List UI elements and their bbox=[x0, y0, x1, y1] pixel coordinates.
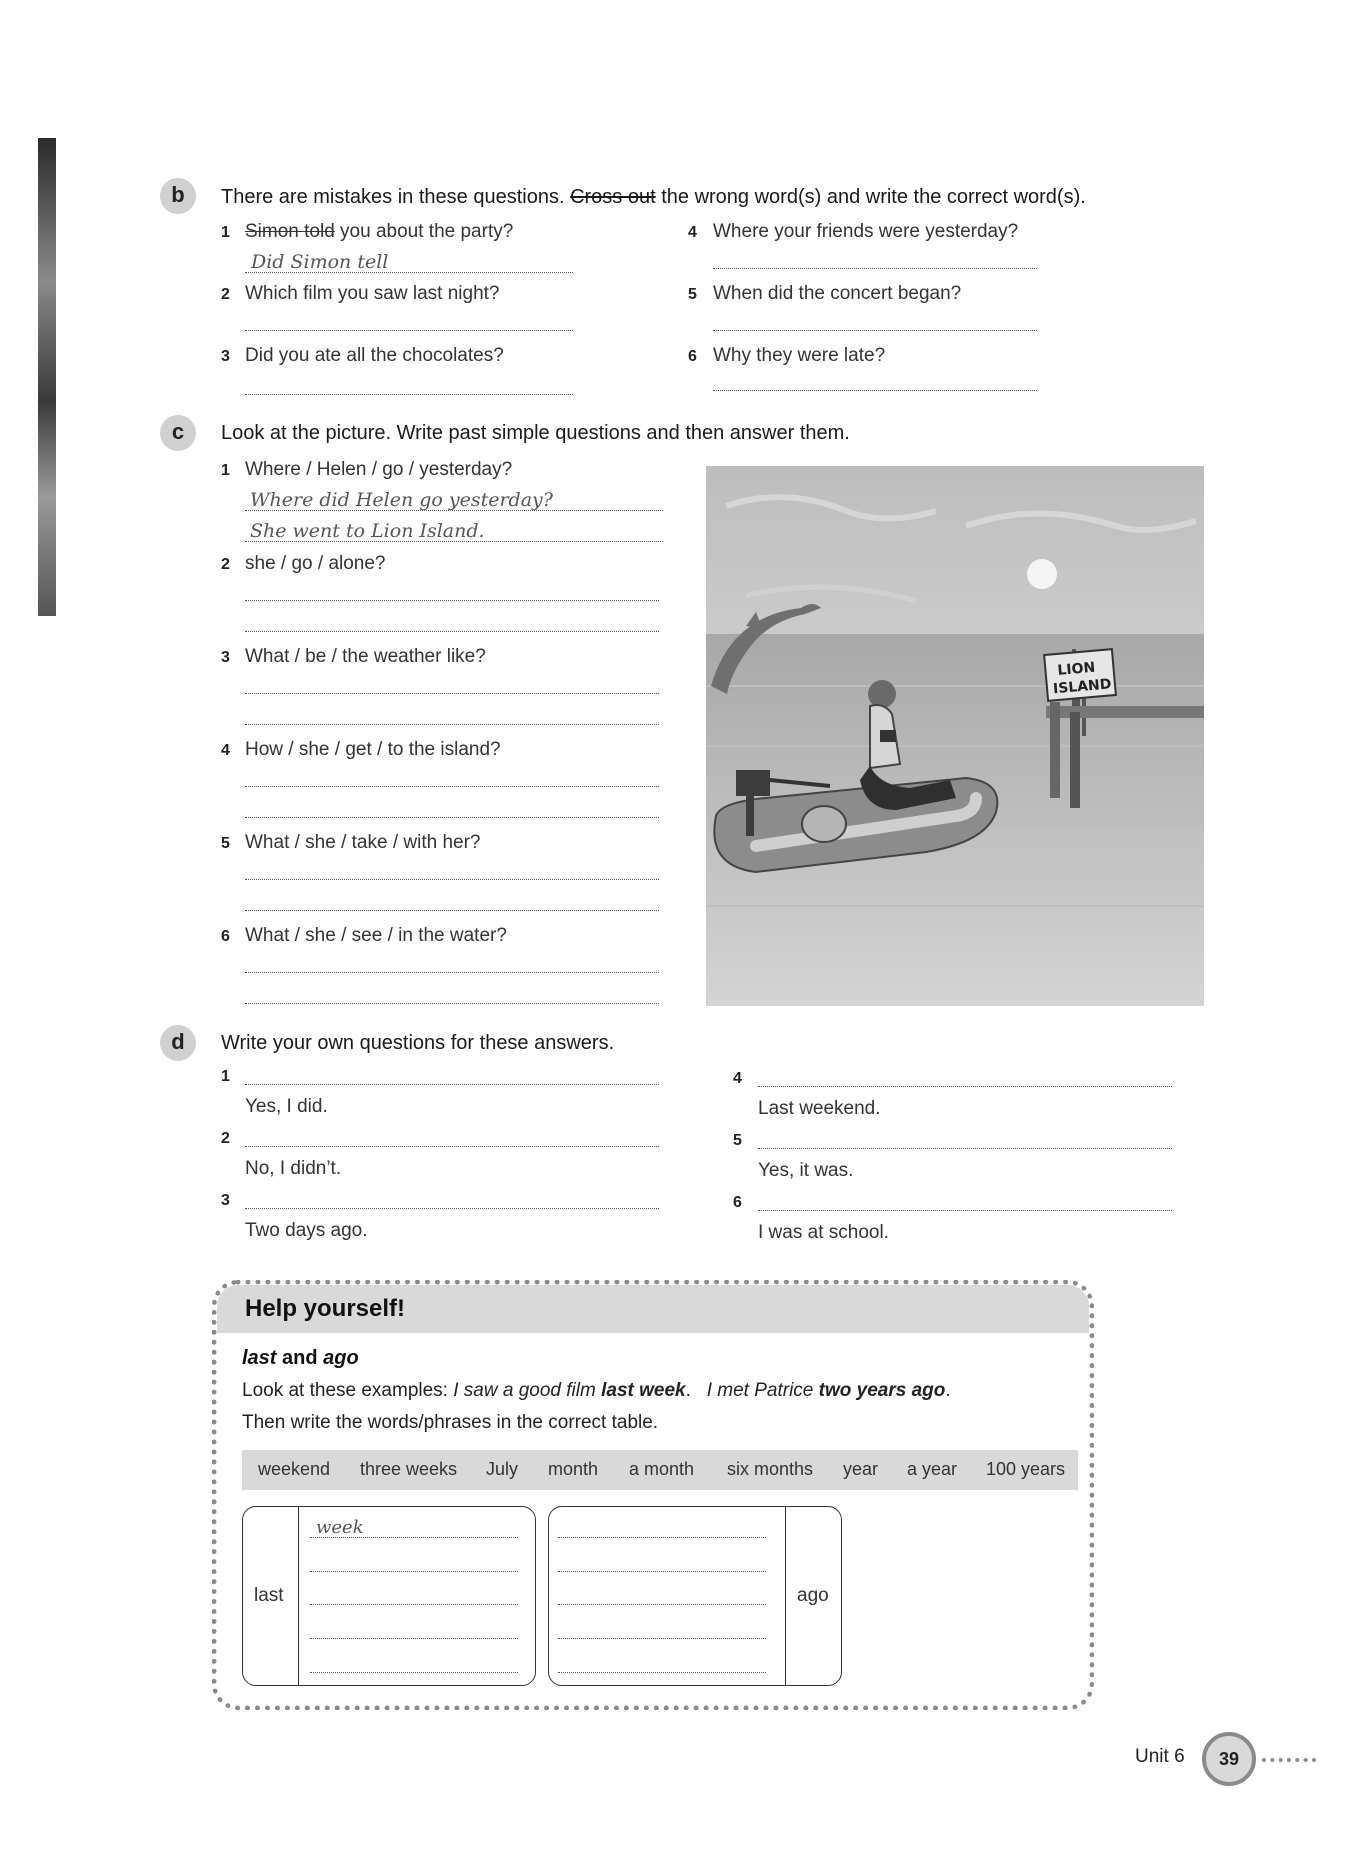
item-number: 2 bbox=[221, 1130, 230, 1147]
last-label: last bbox=[254, 1585, 284, 1606]
item-number: 5 bbox=[733, 1132, 742, 1149]
word-chip[interactable]: six months bbox=[727, 1459, 814, 1479]
unit-label: Unit 6 bbox=[1135, 1746, 1185, 1767]
answer-line[interactable] bbox=[758, 1210, 1172, 1211]
answer-line[interactable] bbox=[558, 1571, 766, 1572]
answer-line[interactable] bbox=[245, 541, 663, 542]
question-text: What / she / take / with her? bbox=[245, 832, 481, 853]
question-text: Simon told you about the party? bbox=[245, 221, 514, 242]
sign-line1: LION bbox=[1056, 659, 1096, 679]
section-d-badge: d bbox=[160, 1025, 196, 1061]
question-text: When did the concert began? bbox=[713, 283, 962, 304]
question-text: Where your friends were yesterday? bbox=[713, 221, 1019, 242]
word-chip[interactable]: year bbox=[843, 1459, 879, 1479]
last-table bbox=[242, 1506, 536, 1686]
word-chip[interactable]: July bbox=[486, 1459, 519, 1479]
item-number: 6 bbox=[733, 1194, 742, 1211]
item-number: 5 bbox=[688, 286, 697, 303]
answer-line[interactable] bbox=[245, 693, 659, 694]
item-number: 3 bbox=[221, 649, 230, 666]
question-text: How / she / get / to the island? bbox=[245, 739, 501, 760]
page-number: 39 bbox=[1202, 1732, 1256, 1786]
help-header bbox=[217, 1285, 1089, 1333]
answer-line[interactable] bbox=[245, 394, 573, 395]
answer-line[interactable] bbox=[245, 786, 659, 787]
item-number: 4 bbox=[733, 1070, 742, 1087]
section-d-instruction: Write your own questions for these answers. bbox=[221, 1032, 615, 1054]
help-instruction: Then write the words/phrases in the correct table. bbox=[242, 1412, 659, 1433]
word-bank bbox=[242, 1450, 1078, 1490]
item-number: 4 bbox=[221, 742, 230, 759]
item-number: 2 bbox=[221, 286, 230, 303]
item-number: 1 bbox=[221, 462, 230, 479]
handwritten-answer: week bbox=[316, 1517, 364, 1538]
answer-line[interactable] bbox=[245, 724, 659, 725]
section-c-instruction: Look at the picture. Write past simple questions and then answer them. bbox=[221, 422, 850, 444]
help-subtitle: last and ago bbox=[242, 1347, 359, 1369]
answer-line[interactable] bbox=[245, 817, 659, 818]
given-answer: Yes, it was. bbox=[758, 1160, 854, 1181]
item-number: 5 bbox=[221, 835, 230, 852]
given-answer: Last weekend. bbox=[758, 1098, 881, 1119]
answer-line[interactable] bbox=[758, 1148, 1172, 1149]
answer-line[interactable] bbox=[245, 1003, 659, 1004]
answer-line[interactable] bbox=[558, 1604, 766, 1605]
item-number: 1 bbox=[221, 1068, 230, 1085]
answer-line[interactable] bbox=[558, 1537, 766, 1538]
answer-line[interactable] bbox=[245, 972, 659, 973]
answer-line[interactable] bbox=[310, 1604, 518, 1605]
given-answer: I was at school. bbox=[758, 1222, 889, 1243]
item-number: 2 bbox=[221, 556, 230, 573]
boat-illustration bbox=[706, 466, 1204, 1006]
item-number: 6 bbox=[221, 928, 230, 945]
question-text: she / go / alone? bbox=[245, 553, 386, 574]
item-number: 6 bbox=[688, 348, 697, 365]
answer-line[interactable] bbox=[245, 1146, 659, 1147]
answer-line[interactable] bbox=[310, 1571, 518, 1572]
answer-line[interactable] bbox=[245, 1208, 659, 1209]
answer-line[interactable] bbox=[245, 510, 663, 511]
section-b-instruction: There are mistakes in these questions. Cross out the wrong word(s) and write the correct word(s). bbox=[221, 186, 1086, 208]
answer-line[interactable] bbox=[245, 330, 573, 331]
question-text: What / be / the weather like? bbox=[245, 646, 486, 667]
answer-line[interactable] bbox=[245, 272, 573, 273]
word-chip[interactable]: a month bbox=[629, 1459, 695, 1479]
handwritten-answer: She went to Lion Island. bbox=[250, 520, 485, 542]
answer-line[interactable] bbox=[245, 879, 659, 880]
side-photo-strip bbox=[38, 138, 56, 616]
answer-line[interactable] bbox=[713, 268, 1037, 269]
section-c-badge: c bbox=[160, 415, 196, 451]
table-divider bbox=[785, 1506, 786, 1686]
table-divider bbox=[298, 1506, 299, 1686]
footer-dots bbox=[1262, 1758, 1316, 1762]
answer-line[interactable] bbox=[558, 1672, 766, 1673]
question-text: Why they were late? bbox=[713, 345, 886, 366]
word-chip[interactable]: month bbox=[548, 1459, 599, 1479]
answer-line[interactable] bbox=[245, 600, 659, 601]
help-examples: Look at these examples: I saw a good film last week. I met Patrice two years ago. bbox=[242, 1380, 951, 1401]
handwritten-answer: Did Simon tell bbox=[251, 251, 389, 273]
question-text: Which film you saw last night? bbox=[245, 283, 500, 304]
question-text: Did you ate all the chocolates? bbox=[245, 345, 504, 366]
sign-line2: ISLAND bbox=[1052, 676, 1113, 698]
answer-line[interactable] bbox=[310, 1638, 518, 1639]
item-number: 1 bbox=[221, 224, 230, 241]
word-chip[interactable]: 100 years bbox=[986, 1459, 1066, 1479]
answer-line[interactable] bbox=[558, 1638, 766, 1639]
question-text: Where / Helen / go / yesterday? bbox=[245, 459, 513, 480]
item-number: 3 bbox=[221, 348, 230, 365]
answer-line[interactable] bbox=[713, 330, 1037, 331]
answer-line[interactable] bbox=[713, 390, 1037, 391]
question-text: What / she / see / in the water? bbox=[245, 925, 507, 946]
given-answer: Yes, I did. bbox=[245, 1096, 328, 1117]
answer-line[interactable] bbox=[310, 1537, 518, 1538]
given-answer: No, I didn’t. bbox=[245, 1158, 342, 1179]
item-number: 3 bbox=[221, 1192, 230, 1209]
ago-label: ago bbox=[797, 1585, 829, 1606]
item-number: 4 bbox=[688, 224, 697, 241]
help-title: Help yourself! bbox=[245, 1295, 406, 1322]
word-chip[interactable]: a year bbox=[907, 1459, 958, 1479]
handwritten-answer: Where did Helen go yesterday? bbox=[250, 489, 553, 511]
answer-line[interactable] bbox=[245, 910, 659, 911]
answer-line[interactable] bbox=[245, 1084, 659, 1085]
answer-line[interactable] bbox=[310, 1672, 518, 1673]
answer-line[interactable] bbox=[245, 631, 659, 632]
answer-line[interactable] bbox=[758, 1086, 1172, 1087]
word-chip[interactable]: three weeks bbox=[360, 1459, 458, 1479]
word-chip[interactable]: weekend bbox=[258, 1459, 331, 1479]
section-b-badge: b bbox=[160, 178, 196, 214]
given-answer: Two days ago. bbox=[245, 1220, 368, 1241]
